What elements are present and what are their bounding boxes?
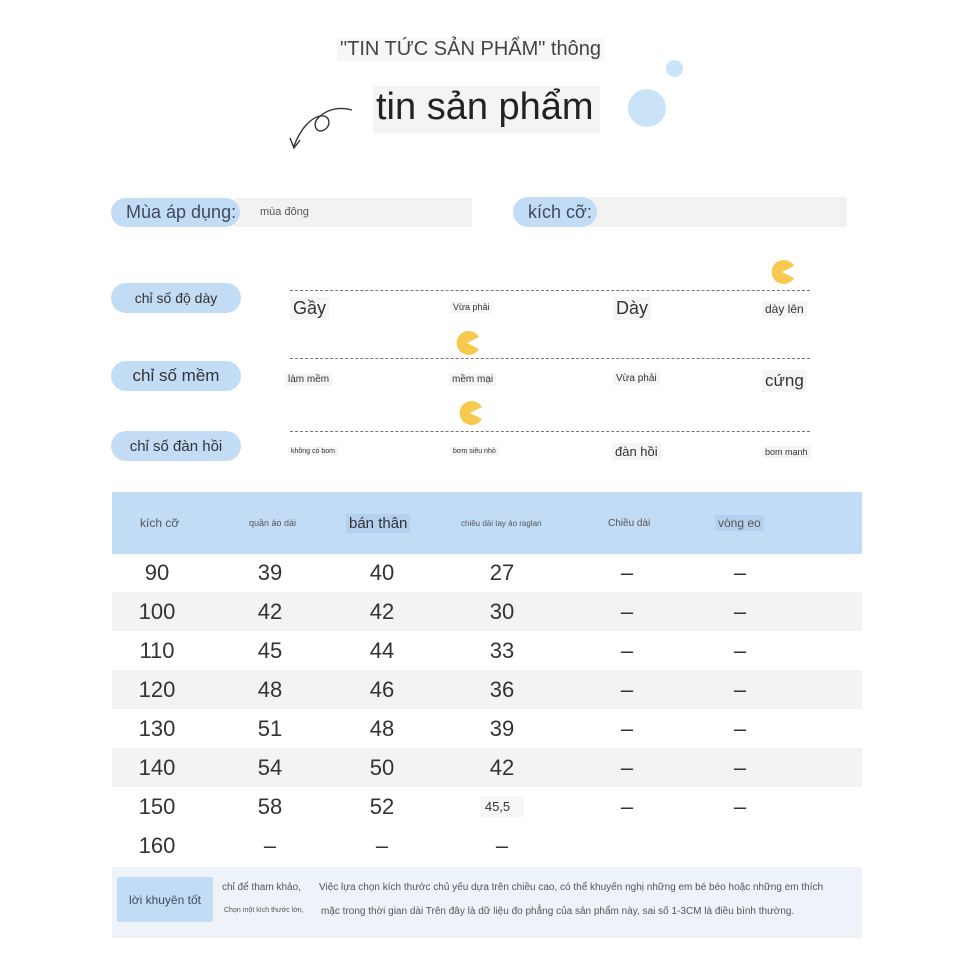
table-cell: 45 xyxy=(257,637,283,663)
table-cell: 160 xyxy=(138,832,176,858)
decorative-bubble-large xyxy=(628,89,666,127)
col-header-height: Chiều dài xyxy=(608,517,651,529)
table-cell: – xyxy=(620,793,634,819)
col-header-half-body xyxy=(346,492,410,554)
table-cell-text: 45,5 xyxy=(480,796,524,817)
table-cell: – xyxy=(733,715,747,741)
season-label-text: Mùa áp dụng: xyxy=(126,202,237,222)
table-cell: 52 xyxy=(369,793,395,819)
softness-label-text: chỉ số mềm xyxy=(132,366,220,385)
table-cell: 51 xyxy=(257,715,283,741)
softness-scale-line xyxy=(290,358,810,359)
table-row xyxy=(112,709,862,748)
table-cell: 150 xyxy=(138,793,176,819)
thickness-option-thick: Dày xyxy=(613,297,651,320)
pacman-icon xyxy=(454,330,480,356)
table-cell: – xyxy=(495,832,509,858)
elasticity-option-none: không có bom xyxy=(288,447,338,456)
softness-option-hard: cứng xyxy=(762,370,807,392)
col-header-half-body-text: bán thân xyxy=(346,514,410,533)
table-cell: 48 xyxy=(257,676,283,702)
table-cell: – xyxy=(620,676,634,702)
table-cell: 50 xyxy=(369,754,395,780)
table-cell: 54 xyxy=(257,754,283,780)
table-cell: 33 xyxy=(489,637,515,663)
elasticity-option-elastic: đàn hồi xyxy=(612,443,661,460)
table-cell: – xyxy=(733,754,747,780)
decorative-bubble-small xyxy=(666,60,683,77)
col-header-length: quần áo dài xyxy=(249,518,297,528)
table-cell xyxy=(472,787,532,826)
elasticity-scale-line xyxy=(290,431,810,432)
table-cell: – xyxy=(620,598,634,624)
table-cell: 110 xyxy=(139,637,175,663)
table-row xyxy=(112,748,862,787)
table-cell xyxy=(710,826,770,865)
table-cell: 46 xyxy=(369,676,395,702)
table-row xyxy=(112,670,862,709)
table-cell: – xyxy=(263,832,277,858)
table-row xyxy=(112,592,862,631)
curly-arrow-icon xyxy=(288,104,358,152)
table-cell: – xyxy=(620,715,634,741)
elasticity-label-text: chỉ số đàn hồi xyxy=(129,437,223,455)
advice-label: lời khuyên tốt xyxy=(117,877,213,922)
table-cell: 40 xyxy=(369,559,395,585)
table-cell: 58 xyxy=(257,793,283,819)
thickness-option-thicker: dày lên xyxy=(762,301,807,317)
softness-option-soft: mềm mại xyxy=(449,373,496,386)
pacman-icon xyxy=(769,259,795,285)
table-cell: – xyxy=(733,598,747,624)
thickness-label xyxy=(111,283,241,313)
table-cell: 42 xyxy=(489,754,515,780)
table-cell: 44 xyxy=(369,637,395,663)
col-header-raglan-sleeve: chiều dài tay áo raglan xyxy=(461,518,542,528)
table-row xyxy=(112,787,862,826)
table-cell: – xyxy=(620,754,634,780)
table-cell: 120 xyxy=(138,676,176,702)
advice-text-line2: mặc trong thời gian dài Trên đây là dữ liệu đo phẳng của sản phẩm này, sai số 1-3CM là điều bình thường. xyxy=(321,906,795,917)
elasticity-option-strong: bom mạnh xyxy=(762,446,811,458)
table-cell: 39 xyxy=(489,715,515,741)
table-cell: 140 xyxy=(138,754,176,780)
header-subtitle: "TIN TỨC SẢN PHẨM" thông xyxy=(337,38,604,61)
season-value: mùa đông xyxy=(260,206,309,218)
page-title: tin sản phẩm xyxy=(373,86,600,133)
table-cell: – xyxy=(733,637,747,663)
thickness-label-text: chỉ số độ dày xyxy=(134,290,218,306)
table-cell: – xyxy=(375,832,389,858)
softness-option-medium: Vừa phải xyxy=(613,372,660,385)
elasticity-label xyxy=(111,431,241,461)
elasticity-option-tiny: bơm siêu nhỏ xyxy=(450,447,499,456)
table-cell: 30 xyxy=(489,598,515,624)
table-cell: – xyxy=(620,637,634,663)
thickness-option-thin: Gầy xyxy=(290,297,329,320)
table-cell: 48 xyxy=(369,715,395,741)
col-header-waist-text: vòng eo xyxy=(715,515,764,531)
col-header-waist xyxy=(715,492,764,554)
table-row xyxy=(112,553,862,592)
size-field xyxy=(590,197,847,227)
season-label xyxy=(111,198,240,227)
table-row xyxy=(112,826,862,865)
advice-panel xyxy=(112,867,862,938)
advice-text-line1: Việc lựa chọn kích thước chủ yếu dựa trên chiều cao, có thể khuyến nghị những em bé béo hoặc những em thích xyxy=(319,882,824,893)
size-table-header xyxy=(112,492,862,554)
size-label xyxy=(513,197,597,227)
table-cell: 130 xyxy=(138,715,176,741)
table-cell: 39 xyxy=(257,559,283,585)
table-cell: 90 xyxy=(144,559,170,585)
table-cell: 27 xyxy=(489,559,515,585)
table-cell: – xyxy=(620,559,634,585)
table-cell: 42 xyxy=(257,598,283,624)
table-cell xyxy=(597,826,657,865)
note-subtitle: Chọn một kích thước lớn, xyxy=(224,907,304,914)
pacman-icon xyxy=(457,400,483,426)
col-header-size: kích cỡ xyxy=(140,516,180,530)
softness-option-soften: làm mềm xyxy=(285,373,332,386)
thickness-option-medium: Vừa phải xyxy=(450,301,493,313)
table-cell: – xyxy=(733,793,747,819)
table-cell: 42 xyxy=(369,598,395,624)
note-title: chỉ để tham khảo, xyxy=(222,882,301,893)
table-cell: 36 xyxy=(489,676,515,702)
table-cell: – xyxy=(733,676,747,702)
size-label-text: kích cỡ: xyxy=(528,201,592,222)
table-cell: – xyxy=(733,559,747,585)
table-cell: 100 xyxy=(138,598,176,624)
softness-label xyxy=(111,361,241,391)
thickness-scale-line xyxy=(290,290,810,291)
table-row xyxy=(112,631,862,670)
